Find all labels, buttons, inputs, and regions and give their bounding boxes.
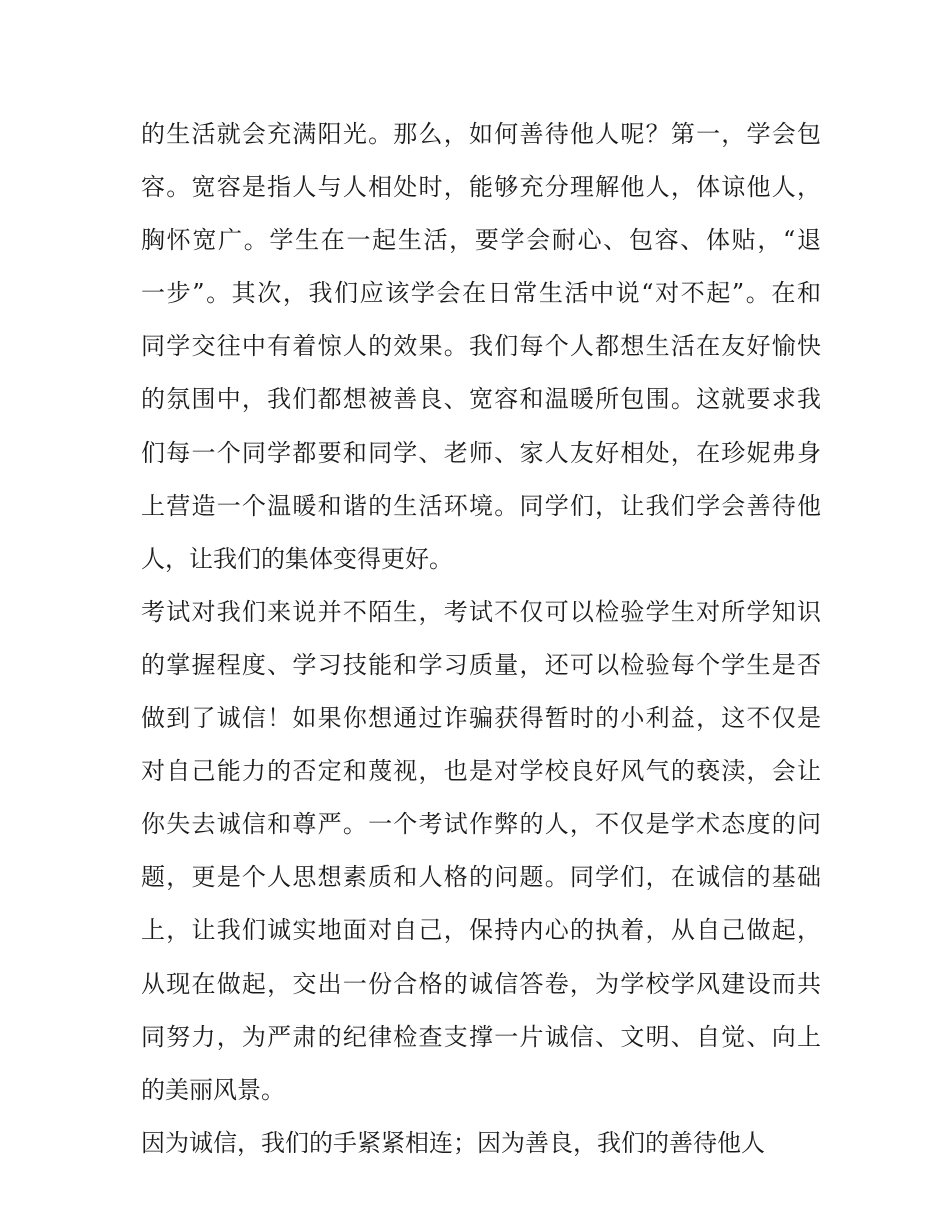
text-line: 从现在做起，交出一份合格的诚信答卷，为学校学风建设而共 xyxy=(141,969,821,998)
document-body xyxy=(141,108,821,1170)
text-line: 的生活就会充满阳光。那么，如何善待他人呢？第一，学会包 xyxy=(141,120,821,148)
text-line-last: 的美丽风景。 xyxy=(141,1075,285,1104)
text-line: 上营造一个温暖和谐的生活环境。同学们，让我们学会善待他 xyxy=(141,491,821,520)
text-line: 一步”。其次，我们应该学会在日常生活中说“对不起”。在和 xyxy=(141,279,821,308)
text-line: 你失去诚信和尊严。一个考试作弊的人，不仅是学术态度的问 xyxy=(141,810,821,839)
text-line: 的氛围中，我们都想被善良、宽容和温暖所包围。这就要求我 xyxy=(141,385,821,414)
text-line: 考试对我们来说并不陌生，考试不仅可以检验学生对所学知识 xyxy=(141,597,821,626)
text-line: 同学交往中有着惊人的效果。我们每个人都想生活在友好愉快 xyxy=(141,332,821,361)
text-line: 容。宽容是指人与人相处时，能够充分理解他人，体谅他人， xyxy=(141,173,821,202)
text-line: 胸怀宽广。学生在一起生活，要学会耐心、包容、体贴，“退 xyxy=(141,226,821,255)
text-line: 的掌握程度、学习技能和学习质量，还可以检验每个学生是否 xyxy=(141,650,821,679)
text-line: 同努力，为严肃的纪律检查支撑一片诚信、文明、自觉、向上 xyxy=(141,1022,821,1051)
text-line: 上，让我们诚实地面对自己，保持内心的执着，从自己做起， xyxy=(141,916,821,945)
text-line: 因为诚信，我们的手紧紧相连；因为善良，我们的善待他人 xyxy=(141,1128,765,1157)
text-line: 们每一个同学都要和同学、老师、家人友好相处，在珍妮弗身 xyxy=(141,438,821,467)
paragraph-kindness xyxy=(141,108,821,586)
text-line-last: 人，让我们的集体变得更好。 xyxy=(141,544,453,573)
text-line: 对自己能力的否定和蔑视，也是对学校良好风气的亵渎，会让 xyxy=(141,757,821,786)
text-line: 做到了诚信！如果你想通过诈骗获得暂时的小利益，这不仅是 xyxy=(141,704,821,733)
paragraph-closing xyxy=(141,1117,821,1170)
text-line: 题，更是个人思想素质和人格的问题。同学们，在诚信的基础 xyxy=(141,863,821,892)
paragraph-exam-integrity xyxy=(141,586,821,1117)
